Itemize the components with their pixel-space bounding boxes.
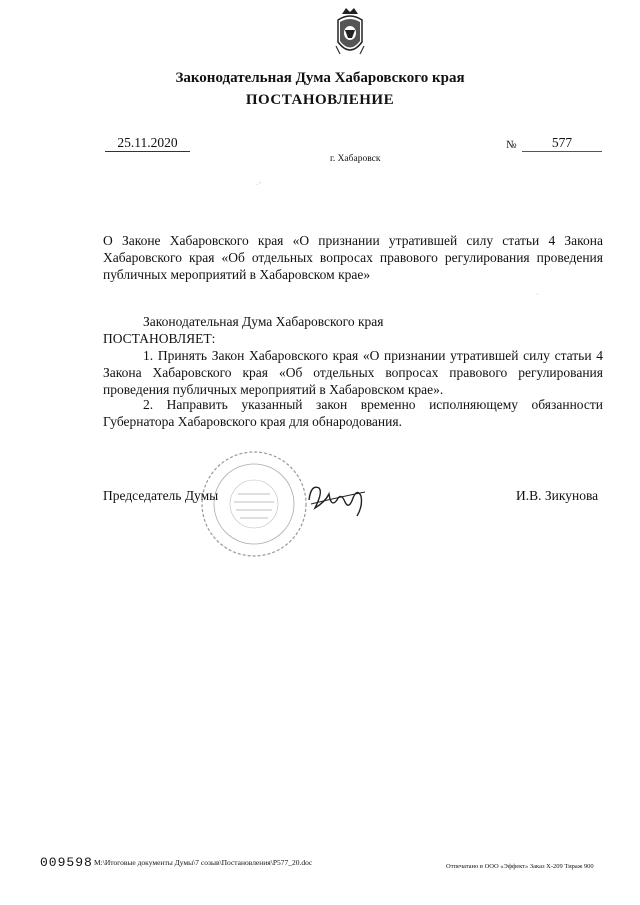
item-1 bbox=[103, 347, 603, 398]
item-1-text: 1. Принять Закон Хабаровского края «О признании утратившей силу статьи 4 Закона Хабаровского края «Об отдельных вопросах правового регулирования проведения публичных мероприятий в Хабаровском крае». bbox=[103, 348, 603, 397]
resolves-text: ПОСТАНОВЛЯЕТ: bbox=[103, 331, 216, 346]
print-info: Отпечатано в ООО «Эффект» Заказ Х-209 Тираж 900 bbox=[446, 863, 594, 870]
coat-of-arms-icon bbox=[330, 6, 370, 64]
document-type: ПОСТАНОВЛЕНИЕ bbox=[245, 92, 395, 108]
document-date: 25.11.2020 bbox=[105, 134, 190, 152]
number-sign: № bbox=[506, 139, 517, 151]
chairman-position: Председатель Думы bbox=[103, 488, 219, 503]
scan-mark: · ' bbox=[256, 182, 261, 188]
document-title: О Законе Хабаровского края «О признании утратившей силу статьи 4 Закона Хабаровского края «Об отдельных вопросах правового регулирования проведения публичных мероприятий в Хабаровском крае» bbox=[103, 233, 603, 282]
signatory-name: И.В. Зикунова bbox=[516, 488, 599, 503]
intro-text: Законодательная Дума Хабаровского края bbox=[143, 314, 384, 329]
organization-name: Законодательная Дума Хабаровского края bbox=[175, 70, 465, 86]
official-seal bbox=[198, 448, 310, 560]
document-number: 577 bbox=[522, 134, 602, 152]
document-serial-number: 009598 bbox=[40, 855, 93, 870]
handwritten-signature bbox=[305, 478, 370, 520]
item-2 bbox=[103, 396, 603, 430]
item-2-text: 2. Направить указанный закон временно исполняющему обязанности Губернатора Хабаровского края для обнародования. bbox=[103, 397, 603, 429]
scan-mark: · bbox=[536, 292, 538, 298]
city: г. Хабаровск bbox=[330, 154, 381, 164]
file-path: М:\Итоговые документы Думы\7 созыв\Постановления\Р577_20.doc bbox=[94, 858, 313, 867]
